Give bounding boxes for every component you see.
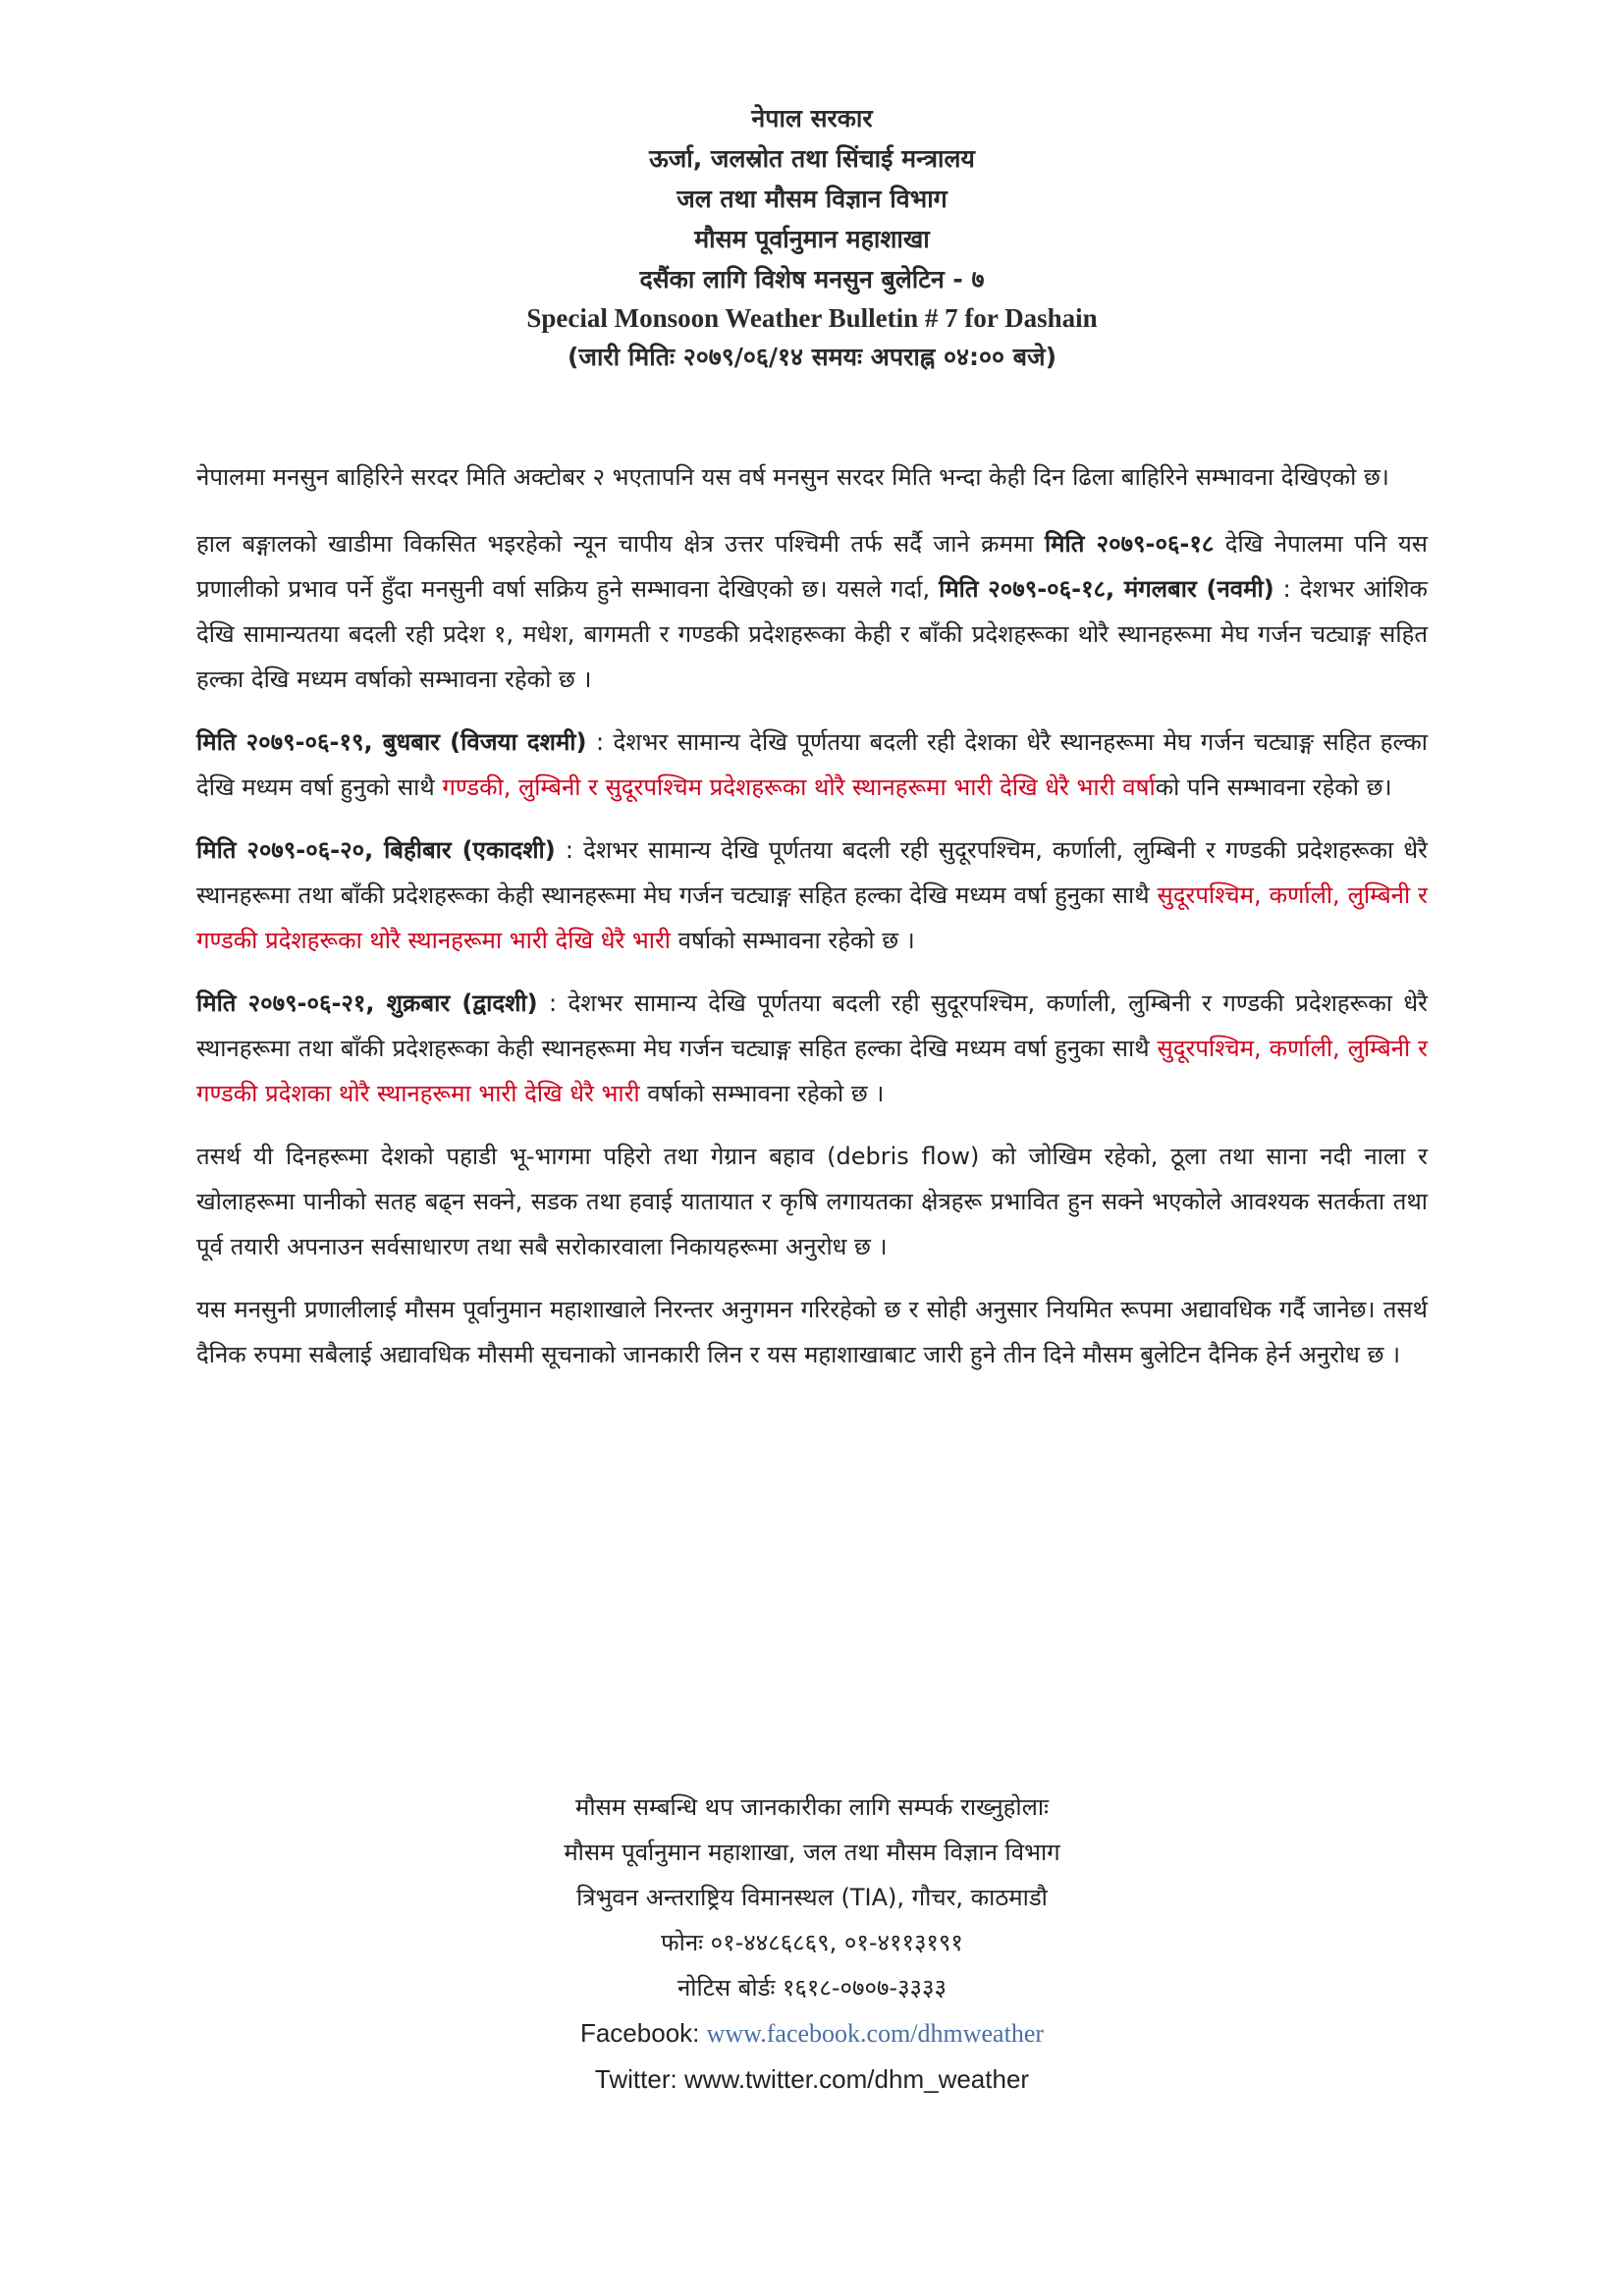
p5-day-heading: मिति २०७९-०६-२१, शुक्रबार (द्वादशी) [196,989,538,1017]
contact-footer [0,1785,1624,2103]
p5-text-b: : देशभर सामान्य देखि पूर्णतया बदली रही सुदूरपश्चिम, कर्णाली, लुम्बिनी र गण्डकी प्रदेशहरूका धेरै स्थानहरूमा तथा बाँकी प्रदेशहरूका केही स्थानहरूमा मेघ गर्जन चट्याङ्ग सहित हल्का देखि मध्यम वर्षा हुनुका साथै [196,989,1428,1062]
p4-text-b: : देशभर सामान्य देखि पूर्णतया बदली रही सुदूरपश्चिम, कर्णाली, लुम्बिनी र गण्डकी प्रदेशहरूका धेरै स्थानहरूमा तथा बाँकी प्रदेशहरूका केही स्थानहरूमा मेघ गर्जन चट्याङ्ग सहित हल्का देखि मध्यम वर्षा हुनुका साथै [196,836,1428,909]
facebook-label: Facebook: [579,2018,707,2048]
p4-day-heading: मिति २०७९-०६-२०, बिहीबार (एकादशी) [196,836,556,864]
office-address: त्रिभुवन अन्तराष्ट्रिय विमानस्थल (TIA), गौचर, काठमाडौ [576,1884,1048,1911]
p2-text-a: हाल बङ्गालको खाडीमा विकसित भइरहेको न्यून चापीय क्षेत्र उत्तर पश्चिमी तर्फ सर्दै जाने क्रममा [196,530,1045,558]
issue-date-time: (जारी मितिः २०७९/०६/१४ समयः अपराह्न ०४:०० बजे) [567,343,1057,371]
bulletin-title-nepali: दसैंका लागि विशेष मनसुन बुलेटिन - ७ [639,265,985,294]
contact-intro: मौसम सम्बन्धि थप जानकारीका लागि सम्पर्क राख्नुहोलाः [575,1793,1049,1821]
p2-text-c: देखि नेपालमा पनि यस प्रणालीको प्रभाव पर्ने हुँदा मनसुनी वर्षा सक्रिय हुने सम्भावना देखिएको छ। यसले गर्दा, [196,530,1428,603]
p2-date-bold: मिति २०७९-०६-१८ [1044,530,1215,558]
forecast-day-19-paragraph [196,720,1428,810]
office-name: मौसम पूर्वानुमान महाशाखा, जल तथा मौसम विज्ञान विभाग [564,1839,1060,1866]
p2-day-heading: मिति २०७९-०६-१८, मंगलबार (नवमी) [939,575,1274,603]
p4-heavy-rain-warning: सुदूरपश्चिम, कर्णाली, लुम्बिनी र गण्डकी प्रदेशहरूका थोरै स्थानहरूमा भारी देखि धेरै भारी [196,881,1429,954]
p2-text-e: : देशभर आंशिक देखि सामान्यतया बदली रही प्रदेश १, मधेश, बागमती र गण्डकी प्रदेशहरूका केही र बाँकी प्रदेशहरूका थोरै स्थानहरूमा मेघ गर्जन चट्याङ्ग सहित हल्का देखि मध्यम वर्षाको सम्भावना रहेको छ । [196,575,1428,693]
p3-text-d: को पनि सम्भावना रहेको छ। [1155,774,1392,801]
twitter-line [0,2056,1624,2103]
facebook-link[interactable]: www.facebook.com/dhmweather [706,2019,1045,2048]
facebook-line [0,2010,1624,2056]
phone-numbers: फोनः ०१-४४८६८६९, ०१-४११३१९१ [661,1929,963,1956]
twitter-link[interactable]: www.twitter.com/dhm_weather [683,2064,1030,2094]
notice-board-number: नोटिस बोर्डः १६१८-०७०७-३३३३ [677,1974,947,2002]
bulletin-header [0,98,1624,377]
bulletin-title-english: Special Monsoon Weather Bulletin # 7 for Dashain [526,303,1098,333]
monitoring-paragraph: यस मनसुनी प्रणालीलाई मौसम पूर्वानुमान महाशाखाले निरन्तर अनुगमन गरिरहेको छ र सोही अनुसार नियमित रूपमा अद्यावधिक गर्दै जानेछ। तसर्थ दैनिक रुपमा सबैलाई अद्यावधिक मौसमी सूचनाको जानकारी लिन र यस महाशाखाबाट जारी हुने तीन दिने मौसम बुलेटिन दैनिक हेर्न अनुरोध छ । [196,1296,1428,1368]
twitter-label: Twitter: [594,2064,684,2094]
p5-heavy-rain-warning: सुदूरपश्चिम, कर्णाली, लुम्बिनी र गण्डकी प्रदेशका थोरै स्थानहरूमा भारी देखि धेरै भारी [196,1035,1429,1107]
department-name: जल तथा मौसम विज्ञान विभाग [677,185,947,213]
bulletin-body [196,454,1428,1395]
p5-text-d: वर्षाको सम्भावना रहेको छ । [639,1080,885,1107]
precaution-paragraph: तसर्थ यी दिनहरूमा देशको पहाडी भू-भागमा पहिरो तथा गेग्रान बहाव (debris flow) को जोखिम रहेको, ठूला तथा साना नदी नाला र खोलाहरूमा पानीको सतह बढ्न सक्ने, सडक तथा हवाई यातायात र कृषि लगायतका क्षेत्रहरू प्रभावित हुन सक्ने भएकोले आवश्यक सतर्कता तथा पूर्व तयारी अपनाउन सर्वसाधारण तथा सबै सरोकारवाला निकायहरूमा अनुरोध छ । [196,1143,1428,1260]
ministry-name: ऊर्जा, जलस्रोत तथा सिंचाई मन्त्रालय [649,144,975,173]
intro-paragraph: नेपालमा मनसुन बाहिरिने सरदर मिति अक्टोबर २ भएतापनि यस वर्ष मनसुन सरदर मिति भन्दा केही दिन ढिला बाहिरिने सम्भावना देखिएको छ। [196,463,1389,491]
p4-text-d: वर्षाको सम्भावना रहेको छ । [671,927,915,954]
government-name: नेपाल सरकार [751,104,873,133]
p3-heavy-rain-warning: गण्डकी, लुम्बिनी र सुदूरपश्चिम प्रदेशहरूका थोरै स्थानहरूमा भारी देखि धेरै भारी वर्षा [442,774,1156,801]
forecast-day-18-paragraph [196,521,1428,702]
forecast-day-20-paragraph [196,828,1428,963]
p3-day-heading: मिति २०७९-०६-१९, बुधबार (विजया दशमी) [196,728,587,756]
forecast-day-21-paragraph [196,981,1428,1116]
division-name: मौसम पूर्वानुमान महाशाखा [694,225,930,253]
p3-text-b: : देशभर सामान्य देखि पूर्णतया बदली रही देशका धेरै स्थानहरूमा मेघ गर्जन चट्याङ्ग सहित हल्का देखि मध्यम वर्षा हुनुको साथै [196,728,1428,801]
